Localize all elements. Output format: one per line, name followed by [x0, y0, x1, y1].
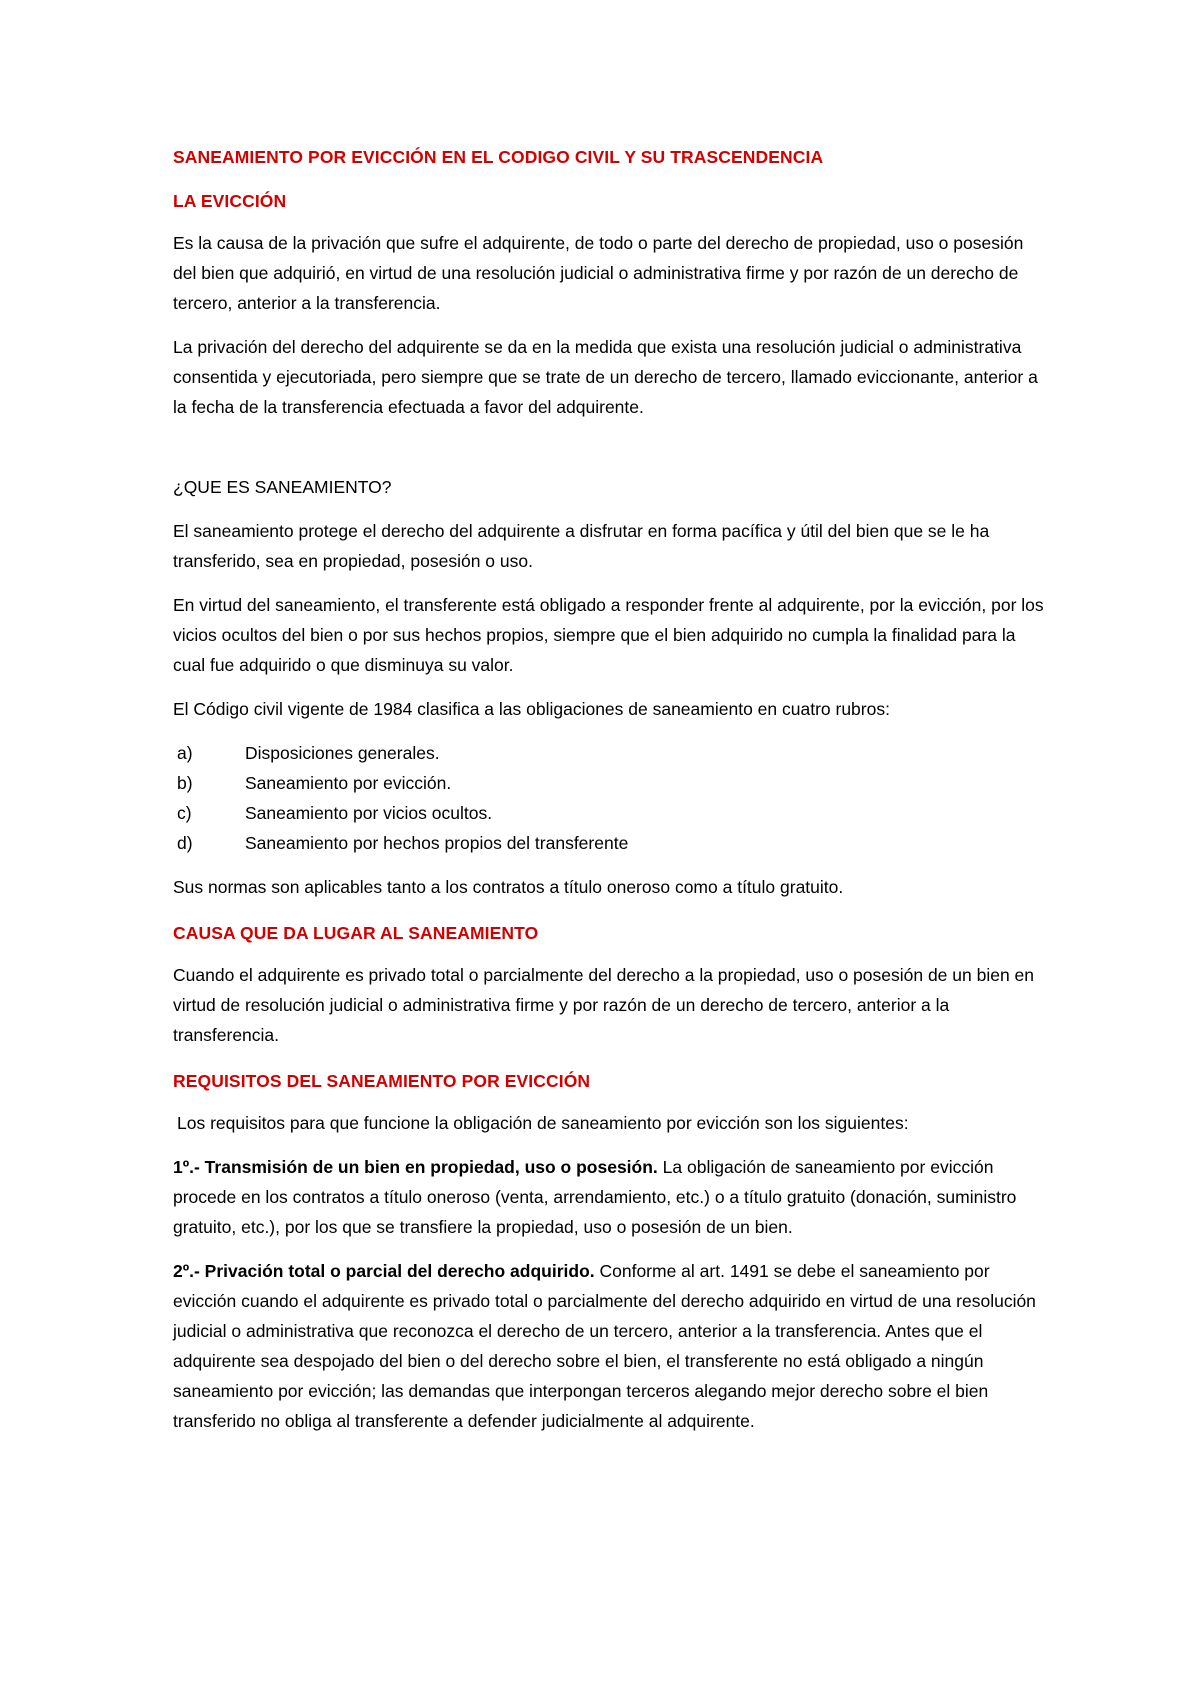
section-heading-requisitos: REQUISITOS DEL SANEAMIENTO POR EVICCIÓN — [173, 1071, 591, 1091]
paragraph: Los requisitos para que funcione la obligación de saneamiento por evicción son los siguientes: — [177, 1113, 909, 1133]
requisito-2-text: Conforme al art. 1491 se debe el saneamiento por evicción cuando el adquirente es privado total o parcialmente del derecho adquirido en virtud de una resolución judicial o administrativa que reconozca el derecho de un tercero, anterior a la transferencia. Antes que el adquirente sea despojado del bien o del derecho sobre el bien, el transferente no está obligado a ningún saneamiento por evicción; las demandas que interpongan terceros alegando mejor derecho sobre el bien transferido no obliga al transferente a defender judicialmente al adquirente. — [173, 1261, 1036, 1431]
list-item — [173, 768, 1050, 798]
list-marker: c) — [177, 803, 192, 823]
paragraph: Cuando el adquirente es privado total o parcialmente del derecho a la propiedad, uso o posesión de un bien en virtud de resolución judicial o administrativa firme y por razón de un derecho de tercero, anterior a la transferencia. — [173, 965, 1035, 1045]
paragraph: En virtud del saneamiento, el transferente está obligado a responder frente al adquirente, por la evicción, por los vicios ocultos del bien o por sus hechos propios, siempre que el bien adquirido no cumpla la finalidad para la cual fue adquirido o que disminuya su valor. — [173, 595, 1044, 675]
document-title: SANEAMIENTO POR EVICCIÓN EN EL CODIGO CIVIL Y SU TRASCENDENCIA — [173, 147, 824, 167]
requisito-1-text: La obligación de saneamiento por evicción procede en los contratos a título oneroso (venta, arrendamiento, etc.) o a título gratuito (donación, suministro gratuito, etc.), por los que se transfiere la propiedad, uso o posesión de un bien. — [173, 1157, 1017, 1237]
list-item-text: Saneamiento por evicción. — [245, 773, 452, 793]
paragraph: La privación del derecho del adquirente se da en la medida que exista una resolución judicial o administrativa consentida y ejecutoriada, pero siempre que se trate de un derecho de tercero, llamado eviccionante, anterior a la fecha de la transferencia efectuada a favor del adquirente. — [173, 337, 1038, 417]
section-heading-que-es-saneamiento: ¿QUE ES SANEAMIENTO? — [173, 477, 392, 497]
list-item-text: Disposiciones generales. — [245, 743, 440, 763]
requisito-2 — [173, 1256, 1050, 1436]
section-heading-eviccion: LA EVICCIÓN — [173, 191, 287, 211]
list-item — [173, 738, 1050, 768]
list-marker: b) — [177, 773, 193, 793]
paragraph: El saneamiento protege el derecho del adquirente a disfrutar en forma pacífica y útil del bien que se le ha transferido, sea en propiedad, posesión o uso. — [173, 521, 990, 571]
list-marker: a) — [177, 743, 193, 763]
paragraph: Es la causa de la privación que sufre el adquirente, de todo o parte del derecho de propiedad, uso o posesión del bien que adquirió, en virtud de una resolución judicial o administrativa firme y por razón de un derecho de tercero, anterior a la transferencia. — [173, 233, 1024, 313]
list-item-text: Saneamiento por hechos propios del transferente — [245, 833, 629, 853]
paragraph: El Código civil vigente de 1984 clasifica a las obligaciones de saneamiento en cuatro rubros: — [173, 699, 890, 719]
requisito-1-title: 1º.- Transmisión de un bien en propiedad, uso o posesión. — [173, 1157, 658, 1177]
requisito-1 — [173, 1152, 1050, 1242]
section-heading-causa: CAUSA QUE DA LUGAR AL SANEAMIENTO — [173, 923, 539, 943]
list-marker: d) — [177, 833, 193, 853]
requisito-2-title: 2º.- Privación total o parcial del derecho adquirido. — [173, 1261, 595, 1281]
list-item — [173, 798, 1050, 828]
list-item-text: Saneamiento por vicios ocultos. — [245, 803, 493, 823]
rubros-list — [173, 738, 1050, 858]
list-item — [173, 828, 1050, 858]
paragraph: Sus normas son aplicables tanto a los contratos a título oneroso como a título gratuito. — [173, 877, 844, 897]
